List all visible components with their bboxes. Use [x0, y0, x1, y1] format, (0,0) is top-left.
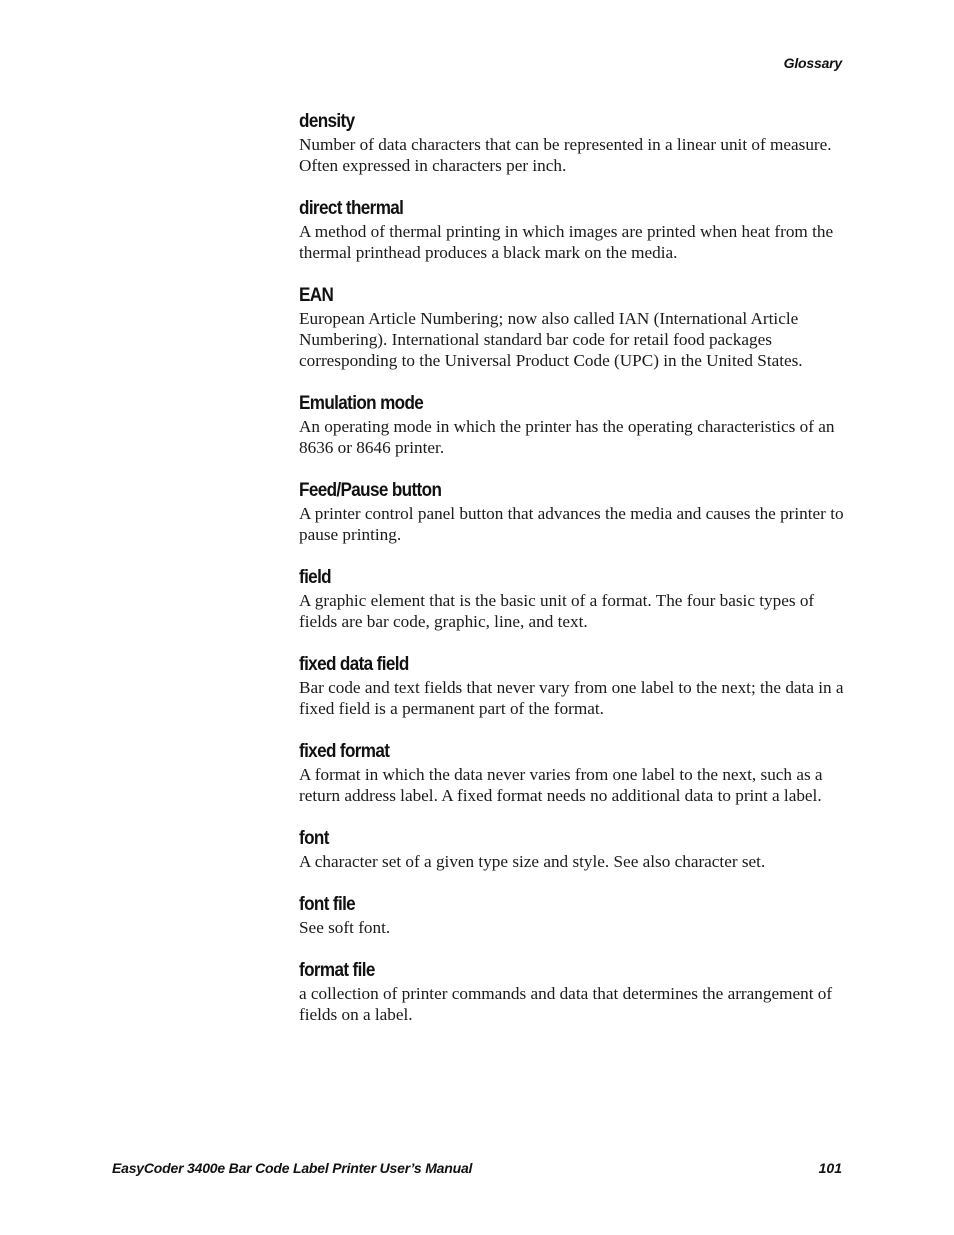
- glossary-entry: [299, 110, 849, 176]
- glossary-entry: [299, 959, 849, 1025]
- footer-manual-title: EasyCoder 3400e Bar Code Label Printer User’s Manual: [112, 1160, 473, 1176]
- glossary-term: font file: [299, 894, 356, 915]
- glossary-term: fixed data field: [299, 654, 409, 675]
- glossary-definition: Number of data characters that can be represented in a linear unit of measure. Often expressed in characters per inch.: [299, 135, 832, 175]
- glossary-definition: A printer control panel button that advances the media and causes the printer to pause printing.: [299, 504, 844, 544]
- glossary-term: density: [299, 111, 355, 132]
- glossary-term: format file: [299, 960, 375, 981]
- glossary-term: EAN: [299, 285, 334, 306]
- glossary-definition: A graphic element that is the basic unit of a format. The four basic types of fields are bar code, graphic, line, and text.: [299, 591, 815, 631]
- glossary-term: field: [299, 567, 332, 588]
- glossary-term: font: [299, 828, 329, 849]
- glossary-definition: A character set of a given type size and style. See also character set.: [299, 852, 766, 871]
- glossary-entry: [299, 566, 849, 632]
- running-header: Glossary: [783, 55, 842, 71]
- glossary-list: [299, 110, 849, 1046]
- glossary-definition: a collection of printer commands and data that determines the arrangement of fields on a label.: [299, 984, 833, 1024]
- glossary-entry: [299, 740, 849, 806]
- glossary-entry: [299, 197, 849, 263]
- glossary-definition: An operating mode in which the printer has the operating characteristics of an 8636 or 8646 printer.: [299, 417, 835, 457]
- glossary-entry: [299, 827, 849, 872]
- glossary-definition: Bar code and text fields that never vary from one label to the next; the data in a fixed field is a permanent part of the format.: [299, 678, 844, 718]
- glossary-entry: [299, 392, 849, 458]
- glossary-definition: European Article Numbering; now also called IAN (International Article Numbering). International standard bar code for retail food packages corresponding to the Universal Product Code (UPC) in the United States.: [299, 309, 803, 370]
- glossary-definition: See soft font.: [299, 918, 391, 937]
- glossary-term: direct thermal: [299, 198, 404, 219]
- glossary-entry: [299, 893, 849, 938]
- footer-page-number: 101: [818, 1160, 842, 1176]
- glossary-definition: A method of thermal printing in which images are printed when heat from the thermal printhead produces a black mark on the media.: [299, 222, 834, 262]
- glossary-entry: [299, 653, 849, 719]
- glossary-entry: [299, 479, 849, 545]
- glossary-entry: [299, 284, 849, 371]
- glossary-term: Feed/Pause button: [299, 480, 442, 501]
- glossary-term: fixed format: [299, 741, 390, 762]
- glossary-term: Emulation mode: [299, 393, 424, 414]
- glossary-definition: A format in which the data never varies from one label to the next, such as a return address label. A fixed format needs no additional data to print a label.: [299, 765, 823, 805]
